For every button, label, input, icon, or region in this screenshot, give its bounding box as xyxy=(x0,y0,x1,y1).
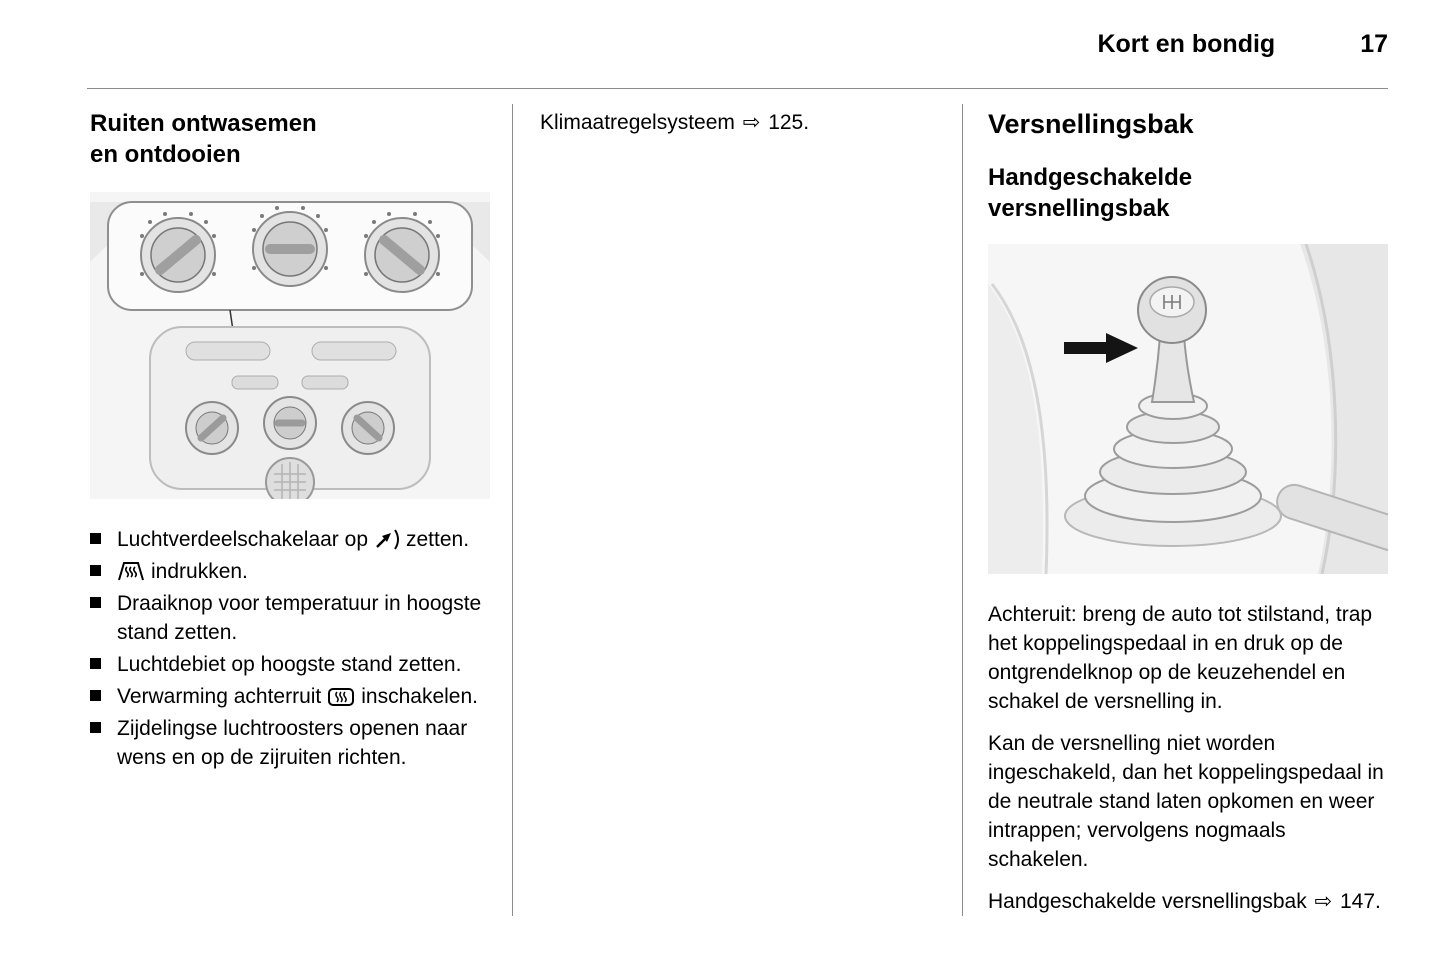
defrost-steps-list xyxy=(90,525,490,772)
cross-reference-page: 125. xyxy=(768,111,810,134)
list-item xyxy=(90,557,490,586)
bullet-marker xyxy=(90,565,101,576)
manual-gear-lever-illustration xyxy=(988,244,1388,574)
page-ref-arrow-icon: ⇨ xyxy=(742,111,761,134)
bullet-text: Luchtdebiet op hoogste stand zetten. xyxy=(117,653,462,676)
paragraph: Achteruit: breng de auto tot stilstand, trap het koppelingspedaal in en druk op de ontgrendelknop op de keuzehendel en schakel de versnelling in. xyxy=(988,603,1373,713)
windshield-defrost-icon xyxy=(117,561,145,582)
cross-reference-page: 147. xyxy=(1340,890,1381,913)
bullet-marker xyxy=(90,597,101,608)
column-divider xyxy=(962,104,963,916)
bullet-text: Zijdelingse luchtroosters openen naar wens en op de zijruiten richten. xyxy=(117,717,468,769)
bullet-text: Luchtverdeelschakelaar op xyxy=(117,528,368,551)
bullet-marker xyxy=(90,722,101,733)
bullet-text: inschakelen. xyxy=(361,685,478,708)
column-climate-ref xyxy=(540,108,940,137)
paragraph: Kan de versnelling niet worden ingeschakeld, dan het koppelingspedaal in de neutrale stand laten opkomen en weer intrappen; vervolgens nogmaals schakelen. xyxy=(988,732,1384,871)
list-item xyxy=(90,589,490,647)
column-divider xyxy=(512,104,513,916)
chapter-heading: Versnellingsbak xyxy=(988,109,1194,139)
page-header-title: Kort en bondig xyxy=(1097,30,1276,58)
bullet-text: indrukken. xyxy=(151,560,248,583)
list-item xyxy=(90,714,490,772)
page-ref-arrow-icon: ⇨ xyxy=(1314,890,1333,913)
bullet-marker xyxy=(90,658,101,669)
bullet-marker xyxy=(90,690,101,701)
air-to-windshield-icon xyxy=(374,528,400,550)
bullet-text: Verwarming achterruit xyxy=(117,685,322,708)
cross-reference-text: Klimaatregelsysteem xyxy=(540,111,735,134)
list-item xyxy=(90,650,490,679)
bullet-text: zetten. xyxy=(406,528,470,551)
page-number: 17 xyxy=(1360,30,1388,58)
column-defrost xyxy=(90,108,490,775)
climate-control-panel-illustration xyxy=(90,192,490,499)
cross-reference-text: Handgeschakelde versnellingsbak xyxy=(988,890,1307,913)
list-item xyxy=(90,682,490,711)
cross-reference xyxy=(988,887,1390,916)
manual-gear-lever-illustration xyxy=(988,244,1388,574)
bullet-marker xyxy=(90,533,101,544)
section-heading: Ruiten ontwasemen en ontdooien xyxy=(90,110,317,168)
header-rule xyxy=(87,88,1388,89)
section-heading: Handgeschakelde versnellingsbak xyxy=(988,164,1193,222)
heated-rear-window-icon xyxy=(327,687,355,707)
bullet-text: Draaiknop voor temperatuur in hoogste stand zetten. xyxy=(117,592,482,644)
page-header xyxy=(87,30,1388,59)
list-item xyxy=(90,525,490,554)
climate-control-panel-illustration xyxy=(90,192,490,499)
column-gearbox xyxy=(988,108,1390,928)
cross-reference xyxy=(540,108,940,137)
